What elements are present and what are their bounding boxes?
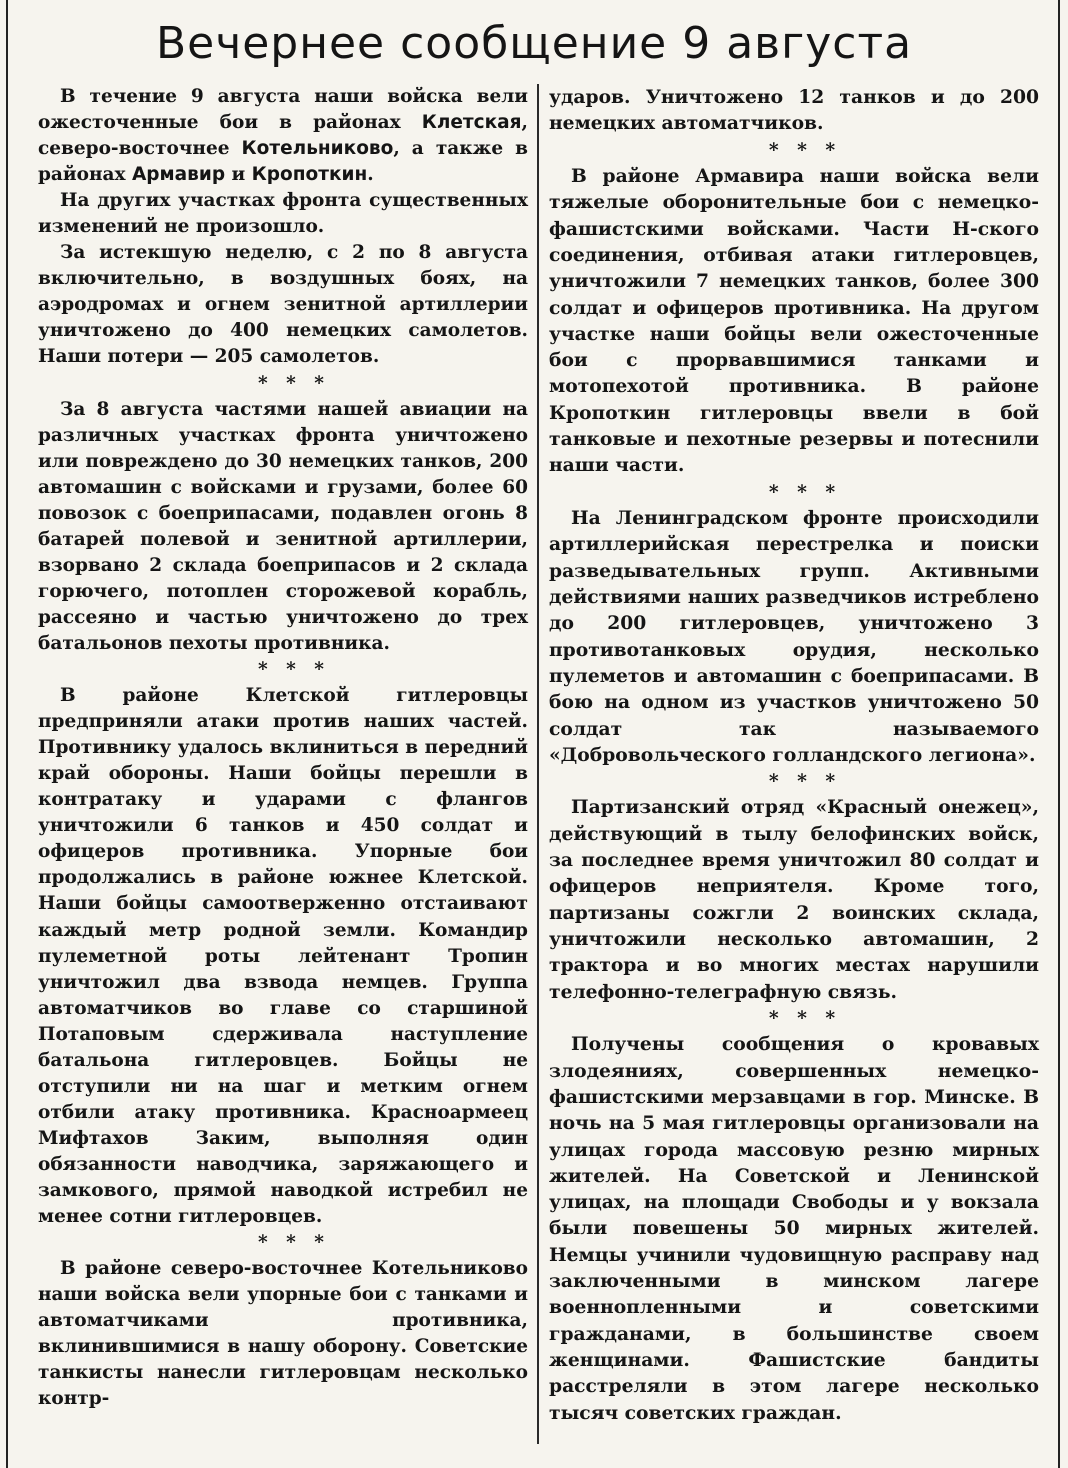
left-edge-rule: [6, 0, 8, 1468]
section-separator: * * *: [768, 480, 842, 503]
paragraph-minsk: Получены сообщения о кровавых злодеяниях, совершенных немецко-фашистскими мерзавцами в гор. Минске. В ночь на 5 мая гитлеровцы организовали на улицах города массовую резню мирных жителей. На Советской и Ленинской улицах, на площади Свободы и у вокзала были повешены 50 мирных жителей. Немцы учинили чудовищную расправу над заключенными в минском лагере военнопленными и советскими гражданами, в большинстве своем женщинами. Фашистские бандиты расстреляли в этом лагере несколько тысяч советских граждан.: [549, 1033, 1039, 1424]
place-kletskaya: Клетская: [421, 112, 522, 134]
section-separator: * * *: [258, 1232, 330, 1254]
left-column: [38, 84, 528, 1412]
paragraph-kletskaya: В районе Клетской гитлеровцы предприняли атаки против наших частей. Противнику удалось вклиниться в передний край обороны. Наши бойцы перешли в контратаку и ударами с флангов уничтожили 6 танков и 450 солдат и офицеров противника. Упорные бои продолжались в районе южнее Клетской. Наши бойцы самоотверженно отстаивают каждый метр родной земли. Командир пулеметной роты лейтенант Тропин уничтожил два взвода немцев. Группа автоматчиков во главе со старшиной Потаповым сдерживала наступление батальона гитлеровцев. Бойцы не отступили ни на шаг и метким огнем отбили атаку противника. Красноармеец Мифтахов Заким, выполняя один обязанности наводчика, заряжающего и замкового, прямой наводкой истребил не менее сотни гитлеровцев.: [38, 685, 528, 1228]
section-separator: * * *: [258, 659, 330, 681]
column-divider: [537, 84, 539, 1444]
place-kropotkin: Кропоткин: [251, 164, 368, 186]
section-separator: * * *: [768, 770, 842, 793]
section-separator: * * *: [258, 372, 330, 394]
section-separator: * * *: [768, 138, 842, 161]
paragraph-aviation: За 8 августа частями нашей авиации на различных участках фронта уничтожено или повреждено до 30 немецких танков, 200 автомашин с войсками и грузами, более 60 повозок с боеприпасами, подавлен огонь 8 батарей полевой и зенитной артиллерии, взорвано 2 склада боеприпасов и 2 склада горючего, потоплен сторожевой корабль, рассеяно и частью уничтожено до трех батальонов пехоты противника.: [38, 398, 528, 654]
paragraph-armavir: В районе Армавира наши войска вели тяжелые оборонительные бои с немецко-фашистскими войсками. Части Н-ского соединения, отбивая атаки гитлеровцев, уничтожили 7 немецких танков, более 300 солдат и офицеров противника. На другом участке наши бойцы вели ожесточенные бои с прорвавшимися танками и мотопехотой противника. В районе Кропоткин гитлеровцы ввели в бой танковые и пехотные резервы и потеснили наши части.: [549, 164, 1039, 477]
place-kotelnikovo: Котельниково: [241, 138, 394, 160]
article-title: Вечернее сообщение 9 августа: [155, 18, 913, 69]
paragraph-partisans: Партизанский отряд «Красный онежец», действующий в тылу белофинских войск, за последнее время уничтожил 80 солдат и офицеров неприятеля. Кроме того, партизаны сожгли 2 воинских склада, уничтожили несколько автомашин, 2 трактора и во многих местах нарушили телефонно-телеграфную связь.: [549, 796, 1039, 1003]
right-edge-rule: [1058, 0, 1060, 1468]
paragraph-continuation: ударов. Уничтожено 12 танков и до 200 немецких автоматчиков.: [549, 86, 1039, 135]
paragraph-weekly-losses: За истекшую неделю, с 2 по 8 августа включительно, в воздушных боях, на аэродромах и огнем зенитной артиллерии уничтожено до 400 немецких самолетов. Наши потери — 205 самолетов.: [38, 242, 528, 368]
place-armavir: Армавир: [131, 164, 226, 186]
section-separator: * * *: [768, 1006, 842, 1029]
paragraph-summary: В течение 9 августа наши войска вели ожесточенные бои в районах Клетская, северо-восточнее Котельниково, а также в районах Армавир и Кропоткин.: [38, 86, 528, 186]
paragraph-leningrad: На Ленинградском фронте происходили артиллерийская перестрелка и поиски разведывательных групп. Активными действиями наших разведчиков истреблено до 200 гитлеровцев, уничтожено 3 противотанковых орудия, несколько пулеметов и автомашин с боеприпасами. В бою на одном из участков уничтожено 50 солдат так называемого «Добровольческого голландского легиона».: [549, 507, 1039, 766]
right-column: [549, 84, 1039, 1426]
paragraph-other-fronts: На других участках фронта существенных изменений не произошло.: [38, 190, 528, 238]
paragraph-kotelnikovo: В районе северо-восточнее Котельниково наши войска вели упорные бои с танками и автоматчиками противника, вклинившимися в нашу оборону. Советские танкисты нанесли гитлеровцам несколько контр-: [38, 1258, 528, 1410]
